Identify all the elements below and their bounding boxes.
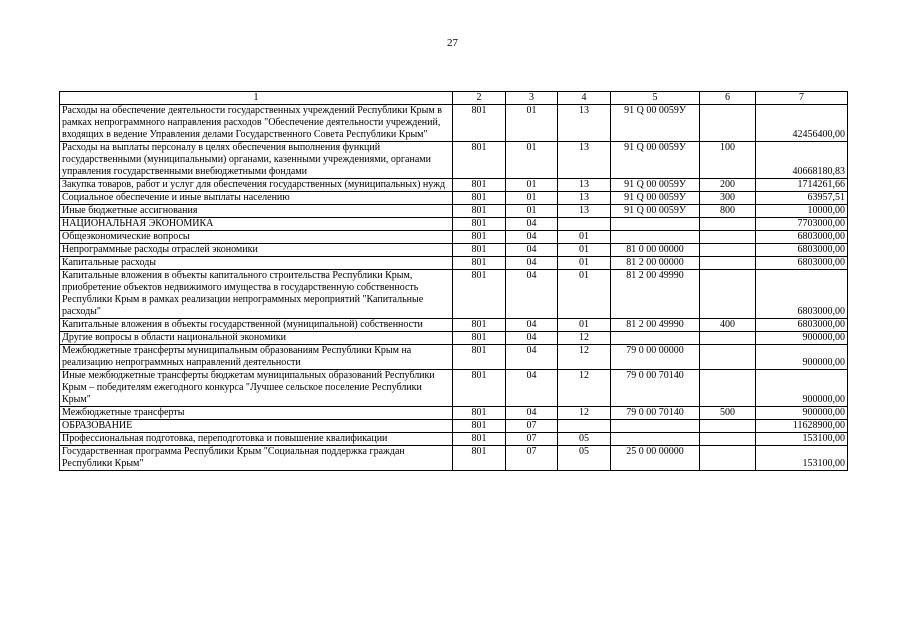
row-expense-type [700, 446, 756, 471]
row-subsection-code: 13 [558, 142, 611, 179]
row-expense-type: 300 [700, 192, 756, 205]
row-target-article: 91 Q 00 0059У [611, 142, 700, 179]
header-cell: 2 [453, 92, 506, 105]
row-amount: 6803000,00 [756, 270, 848, 319]
row-description: Непрограммные расходы отраслей экономики [60, 244, 453, 257]
row-subsection-code: 13 [558, 205, 611, 218]
row-target-article [611, 218, 700, 231]
row-section-code: 04 [506, 257, 558, 270]
row-description: Капитальные вложения в объекты капитального строительства Республики Крым, приобретение объектов недвижимого имущества в государственную собственность Республики Крым в рамках реализации непрограммных мероприятий "Капитальные расходы" [60, 270, 453, 319]
row-expense-type [700, 231, 756, 244]
row-ministry-code: 801 [453, 407, 506, 420]
row-ministry-code: 801 [453, 244, 506, 257]
row-target-article: 81 2 00 49990 [611, 270, 700, 319]
row-ministry-code: 801 [453, 192, 506, 205]
row-section-code: 01 [506, 179, 558, 192]
table-row [60, 179, 848, 192]
row-subsection-code: 01 [558, 244, 611, 257]
row-expense-type [700, 270, 756, 319]
table-row [60, 205, 848, 218]
row-expense-type [700, 433, 756, 446]
table-row [60, 332, 848, 345]
row-expense-type: 200 [700, 179, 756, 192]
row-section-code: 07 [506, 433, 558, 446]
table-row [60, 446, 848, 471]
row-ministry-code: 801 [453, 231, 506, 244]
row-ministry-code: 801 [453, 446, 506, 471]
row-target-article [611, 231, 700, 244]
row-expense-type: 800 [700, 205, 756, 218]
row-description: Иные межбюджетные трансферты бюджетам муниципальных образований Республики Крым – победителям ежегодного конкурса "Лучшее сельское поселение Республики Крым" [60, 370, 453, 407]
row-target-article [611, 433, 700, 446]
row-section-code: 01 [506, 205, 558, 218]
row-ministry-code: 801 [453, 179, 506, 192]
header-cell: 5 [611, 92, 700, 105]
row-ministry-code: 801 [453, 218, 506, 231]
row-ministry-code: 801 [453, 257, 506, 270]
table-row [60, 345, 848, 370]
row-subsection-code: 01 [558, 270, 611, 319]
row-subsection-code: 01 [558, 319, 611, 332]
row-section-code: 04 [506, 332, 558, 345]
row-description: Межбюджетные трансферты муниципальным образованиям Республики Крым на реализацию непрограммных направлений деятельности [60, 345, 453, 370]
row-expense-type [700, 332, 756, 345]
row-expense-type [700, 105, 756, 142]
row-section-code: 01 [506, 105, 558, 142]
row-subsection-code [558, 218, 611, 231]
row-target-article: 91 Q 00 0059У [611, 179, 700, 192]
row-description: Государственная программа Республики Крым "Социальная поддержка граждан Республики Крым" [60, 446, 453, 471]
row-expense-type: 500 [700, 407, 756, 420]
row-description: НАЦИОНАЛЬНАЯ ЭКОНОМИКА [60, 218, 453, 231]
row-description: Капитальные вложения в объекты государственной (муниципальной) собственности [60, 319, 453, 332]
budget-table [59, 91, 848, 471]
row-amount: 900000,00 [756, 332, 848, 345]
row-expense-type [700, 257, 756, 270]
table-row [60, 105, 848, 142]
row-description: Межбюджетные трансферты [60, 407, 453, 420]
row-target-article: 91 Q 00 0059У [611, 192, 700, 205]
row-target-article: 81 2 00 49990 [611, 319, 700, 332]
row-amount: 40668180,83 [756, 142, 848, 179]
row-expense-type [700, 345, 756, 370]
row-section-code: 04 [506, 407, 558, 420]
row-description: Закупка товаров, работ и услуг для обеспечения государственных (муниципальных) нужд [60, 179, 453, 192]
row-amount: 900000,00 [756, 345, 848, 370]
row-ministry-code: 801 [453, 270, 506, 319]
row-section-code: 01 [506, 192, 558, 205]
row-section-code: 04 [506, 270, 558, 319]
row-expense-type [700, 218, 756, 231]
row-ministry-code: 801 [453, 105, 506, 142]
row-subsection-code: 01 [558, 257, 611, 270]
table-row [60, 420, 848, 433]
row-description: ОБРАЗОВАНИЕ [60, 420, 453, 433]
row-amount: 1714261,66 [756, 179, 848, 192]
row-target-article [611, 420, 700, 433]
row-section-code: 04 [506, 231, 558, 244]
row-subsection-code: 01 [558, 231, 611, 244]
table-row [60, 192, 848, 205]
row-amount: 6803000,00 [756, 244, 848, 257]
row-description: Иные бюджетные ассигнования [60, 205, 453, 218]
row-target-article: 81 2 00 00000 [611, 257, 700, 270]
row-subsection-code: 12 [558, 332, 611, 345]
header-cell: 6 [700, 92, 756, 105]
row-section-code: 04 [506, 319, 558, 332]
row-amount: 10000,00 [756, 205, 848, 218]
header-cell: 4 [558, 92, 611, 105]
row-amount: 900000,00 [756, 370, 848, 407]
table-row [60, 319, 848, 332]
row-ministry-code: 801 [453, 332, 506, 345]
row-subsection-code: 13 [558, 179, 611, 192]
row-description: Расходы на выплаты персоналу в целях обеспечения выполнения функций государственными (муниципальными) органами, казенными учреждениями, органами управления государственными внебюджетными фондами [60, 142, 453, 179]
row-ministry-code: 801 [453, 142, 506, 179]
row-section-code: 07 [506, 446, 558, 471]
row-target-article: 91 Q 00 0059У [611, 105, 700, 142]
row-target-article [611, 332, 700, 345]
table-row [60, 270, 848, 319]
table-row [60, 218, 848, 231]
table-row [60, 142, 848, 179]
row-target-article: 91 Q 00 0059У [611, 205, 700, 218]
header-cell: 1 [60, 92, 453, 105]
row-ministry-code: 801 [453, 205, 506, 218]
row-target-article: 79 0 00 70140 [611, 407, 700, 420]
row-amount: 6803000,00 [756, 257, 848, 270]
row-section-code: 04 [506, 244, 558, 257]
row-subsection-code: 12 [558, 407, 611, 420]
row-subsection-code: 05 [558, 433, 611, 446]
table-row [60, 257, 848, 270]
table-row [60, 407, 848, 420]
row-description: Расходы на обеспечение деятельности государственных учреждений Республики Крым в рамках непрограммного направления расходов "Обеспечение деятельности учреждений, входящих в ведение Управления делами Государственного Совета Республики Крым" [60, 105, 453, 142]
row-section-code: 04 [506, 218, 558, 231]
row-expense-type [700, 370, 756, 407]
page-number: 27 [447, 37, 458, 49]
table-row [60, 244, 848, 257]
row-subsection-code: 13 [558, 105, 611, 142]
row-target-article: 81 0 00 00000 [611, 244, 700, 257]
table-row [60, 433, 848, 446]
row-expense-type: 100 [700, 142, 756, 179]
row-target-article: 79 0 00 00000 [611, 345, 700, 370]
row-subsection-code: 12 [558, 370, 611, 407]
header-cell: 3 [506, 92, 558, 105]
row-description: Общеэкономические вопросы [60, 231, 453, 244]
row-amount: 11628900,00 [756, 420, 848, 433]
row-section-code: 04 [506, 370, 558, 407]
row-ministry-code: 801 [453, 433, 506, 446]
row-target-article: 25 0 00 00000 [611, 446, 700, 471]
row-description: Другие вопросы в области национальной экономики [60, 332, 453, 345]
row-expense-type [700, 244, 756, 257]
row-ministry-code: 801 [453, 319, 506, 332]
row-section-code: 01 [506, 142, 558, 179]
row-description: Социальное обеспечение и иные выплаты населению [60, 192, 453, 205]
row-expense-type: 400 [700, 319, 756, 332]
row-expense-type [700, 420, 756, 433]
row-description: Профессиональная подготовка, переподготовка и повышение квалификации [60, 433, 453, 446]
row-target-article: 79 0 00 70140 [611, 370, 700, 407]
row-description: Капитальные расходы [60, 257, 453, 270]
row-amount: 6803000,00 [756, 231, 848, 244]
row-section-code: 07 [506, 420, 558, 433]
row-ministry-code: 801 [453, 370, 506, 407]
row-amount: 63957,51 [756, 192, 848, 205]
table-row [60, 231, 848, 244]
row-amount: 900000,00 [756, 407, 848, 420]
row-ministry-code: 801 [453, 420, 506, 433]
row-amount: 6803000,00 [756, 319, 848, 332]
row-section-code: 04 [506, 345, 558, 370]
header-cell: 7 [756, 92, 848, 105]
row-amount: 153100,00 [756, 433, 848, 446]
row-subsection-code: 13 [558, 192, 611, 205]
row-subsection-code: 12 [558, 345, 611, 370]
row-amount: 42456400,00 [756, 105, 848, 142]
table-header-row [60, 92, 848, 105]
table-row [60, 370, 848, 407]
row-subsection-code: 05 [558, 446, 611, 471]
row-subsection-code [558, 420, 611, 433]
row-ministry-code: 801 [453, 345, 506, 370]
row-amount: 7703000,00 [756, 218, 848, 231]
row-amount: 153100,00 [756, 446, 848, 471]
